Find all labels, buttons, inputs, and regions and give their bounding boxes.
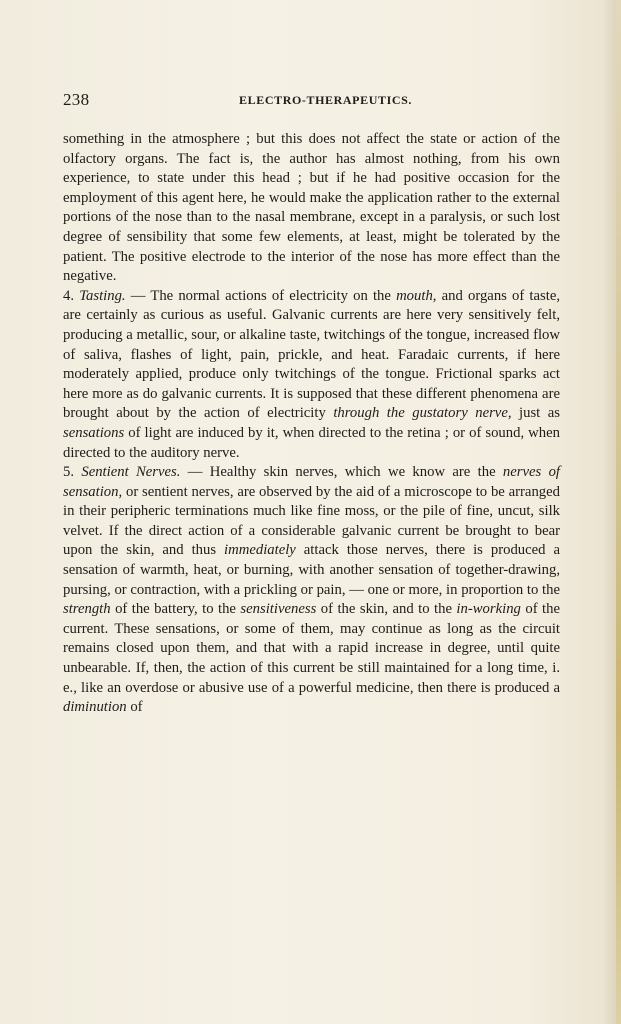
section-number: 5. — [63, 464, 75, 481]
heading-dash: — — [125, 287, 151, 304]
section-heading-tasting: Tasting. — [79, 287, 126, 304]
text-run: Healthy skin nerves, which we know are the — [209, 464, 503, 481]
text-run: just as — [511, 405, 560, 422]
emphasis-diminution: diminution — [63, 699, 127, 716]
text-run: of light are induced by it, when directed to the retina ; or of sound, when directed to the auditory nerve. — [63, 424, 560, 461]
body-text — [63, 130, 560, 718]
page-header — [63, 90, 558, 110]
text-run: of the skin, and to the — [316, 601, 457, 618]
emphasis-sensations: sensations — [63, 424, 125, 441]
emphasis-sensitiveness: sensitiveness — [240, 601, 317, 618]
heading-dash: — — [180, 464, 210, 481]
paragraph-sentient-nerves — [63, 463, 560, 718]
emphasis-mouth: mouth, — [396, 287, 437, 304]
emphasis-nerves-of-sensation: nerves of sensation, — [63, 464, 561, 500]
text-run: The normal actions of electricity on the — [150, 287, 397, 304]
text-run: of — [126, 699, 143, 716]
paragraph-olfactory: something in the atmosphere ; but this does not affect the state or action of the olfactory organs. The fact is, the author has almost nothing, from his own experience, to state under this head ; but if he had positive occasion for the employment of this agent here, he would make the application rather to the external portions of the nose than to the nasal membrane, except in a paralysis, or such lost degree of sensibility that some few elements, at least, might be tolerated by the patient. The positive electrode to the interior of the nose has more effect than the negative. — [63, 131, 560, 285]
section-heading-sentient-nerves: Sentient Nerves. — [81, 464, 181, 481]
emphasis-in-working: in-working — [456, 601, 521, 618]
text-run: and organs of taste, are certainly as curious as useful. Galvanic currents are here very sensitively felt, producing a metallic, sour, or alkaline taste, twitchings of the tongue, increased flow of saliva, flashes of light, pain, prickle, and heat. Faradaic currents, if here moderately applied, produce only twitchings of the tongue. Frictional sparks act here more as do galvanic currents. It is supposed that these different phenomena are brought about by the action of electricity — [63, 287, 561, 422]
paragraph-tasting — [63, 287, 560, 463]
running-head: ELECTRO-THERAPEUTICS. — [239, 93, 412, 107]
emphasis-strength: strength — [63, 601, 111, 618]
page-edge — [616, 0, 621, 1024]
text-run: of the battery, to the — [110, 601, 241, 618]
text-run: or sentient nerves, are observed by the aid of a microscope to be arranged in their peripheric terminations much like fine moss, or the pile of fine, uncut, silk velvet. If the direct action of a considerable galvanic current be brought to bear upon the skin, and thus — [63, 483, 560, 559]
section-number: 4. — [63, 287, 75, 304]
text-run: attack those nerves, there is produced a sensation of warmth, heat, or burning, with another sensation of together-drawing, pursing, or contraction, with a prickling or pain, — one or more, in proportion to the — [63, 542, 560, 598]
text-run: of the current. These sensations, or some of them, may continue as long as the circuit remains closed upon them, and that with a rapid increase in degree, until quite unbearable. If, then, the action of this current be still maintained for a long time, i. e., like an overdose or abusive use of a powerful medicine, then there is produced a — [63, 601, 560, 696]
emphasis-gustatory-nerve: through the gustatory nerve, — [333, 405, 512, 422]
page-number: 238 — [63, 90, 90, 109]
emphasis-immediately: immediately — [224, 542, 296, 559]
